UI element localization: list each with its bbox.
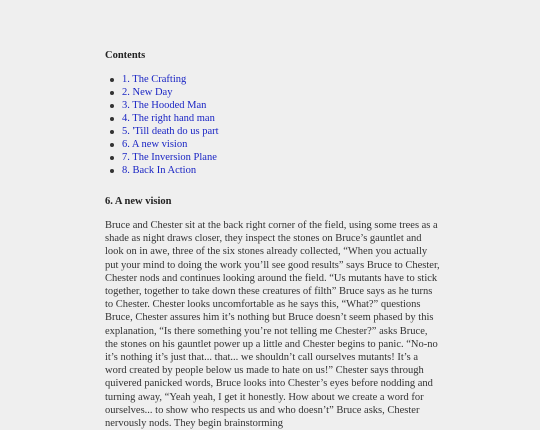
bullet-icon [110, 78, 114, 82]
toc-item [105, 86, 219, 99]
toc-item [105, 73, 219, 86]
bullet-icon [110, 169, 114, 173]
toc-item [105, 151, 219, 164]
toc-item [105, 112, 219, 125]
toc-link-till-death-do-us-part[interactable]: 5. 'Till death do us part [122, 126, 219, 137]
bullet-icon [110, 143, 114, 147]
toc-item [105, 138, 219, 151]
toc-link-back-in-action[interactable]: 8. Back In Action [122, 165, 197, 176]
bullet-icon [110, 117, 114, 121]
contents-heading: Contents [105, 50, 146, 61]
toc-link-new-day[interactable]: 2. New Day [122, 87, 173, 98]
bullet-icon [110, 104, 114, 108]
toc-item [105, 125, 219, 138]
table-of-contents [105, 73, 219, 177]
bullet-icon [110, 91, 114, 95]
bullet-icon [110, 130, 114, 134]
toc-link-the-right-hand-man[interactable]: 4. The right hand man [122, 113, 215, 124]
bullet-icon [110, 156, 114, 160]
toc-item [105, 164, 219, 177]
toc-link-the-crafting[interactable]: 1. The Crafting [122, 74, 187, 85]
toc-item [105, 99, 219, 112]
chapter-title: 6. A new vision [105, 196, 172, 207]
chapter-body-text: Bruce and Chester sit at the back right corner of the field, using some trees as a shade as night draws closer, they inspect the stones on Bruce’s gauntlet and look on in awe, three of the six stones already collected, “When you actually put your mind to doing the work you’ll see good results” says Bruce to Chester, Chester nods and continues looking around the field. “Us mutants have to stick together, together to take down these creatures of filth” Bruce says as he turns to Chester. Chester looks uncomfortable as he says this, “What?” questions Bruce, Chester assures him it’s nothing but Bruce doesn’t seem phased by this explanation, “Is there something you’re not telling me Chester?” asks Bruce, the stones on his gauntlet power up a little and Chester begins to panic. “No-no it’s nothing it’s just that... that... we shouldn’t call ourselves mutants! It’s a word created by people below us made to hate on us!” Chester says through quivered panicked words, Bruce looks into Chester’s eyes before nodding and turning away, “Yeah yeah, I get it honestly. How about we create a word for ourselves... to show who respects us and who doesn’t” Bruce asks, Chester nervously nods. They begin brainstorming [105, 220, 440, 430]
toc-link-a-new-vision[interactable]: 6. A new vision [122, 139, 188, 150]
toc-link-the-hooded-man[interactable]: 3. The Hooded Man [122, 100, 207, 111]
toc-link-the-inversion-plane[interactable]: 7. The Inversion Plane [122, 152, 217, 163]
